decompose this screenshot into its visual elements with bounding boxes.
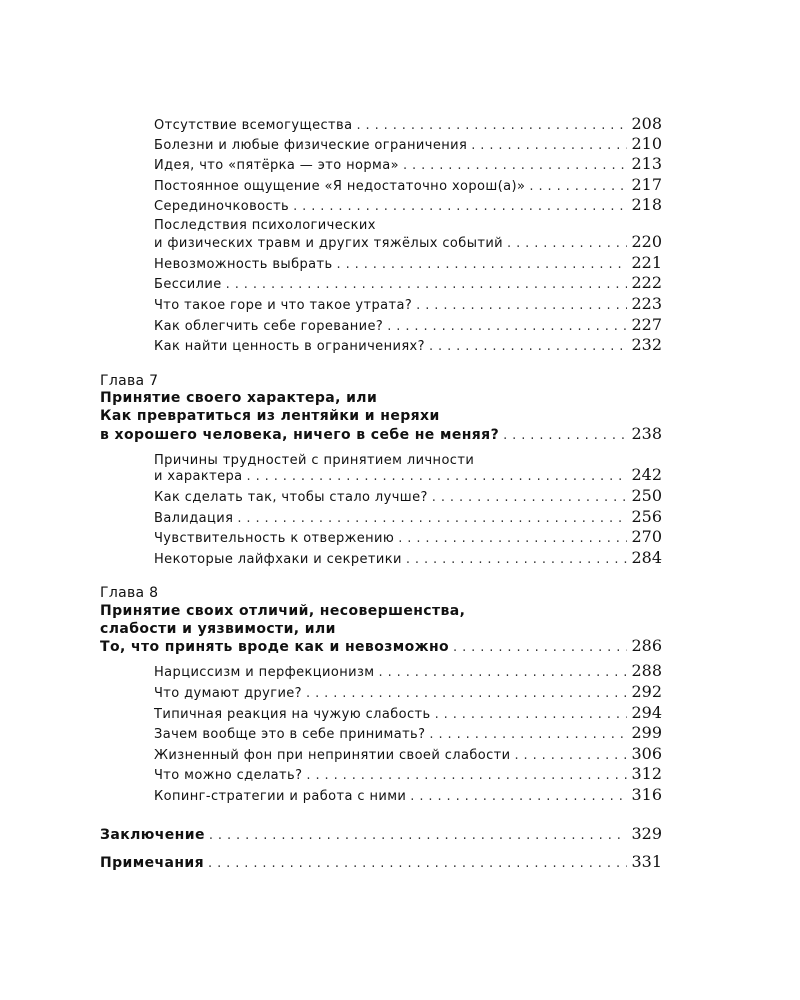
notes-entry[interactable] bbox=[100, 852, 662, 874]
toc-entry-label: Что думают другие? bbox=[154, 686, 302, 701]
toc-page-number: 294 bbox=[631, 703, 662, 722]
toc-page-number: 329 bbox=[631, 824, 662, 843]
toc-entry[interactable] bbox=[154, 723, 662, 745]
toc-page-number: 222 bbox=[631, 273, 662, 292]
dot-leader bbox=[306, 684, 627, 704]
chapter-title-line: слабости и уязвимости, или bbox=[100, 621, 336, 637]
toc-page-number: 316 bbox=[631, 785, 662, 804]
toc-entry-label: Чувствительность к отвержению bbox=[154, 531, 395, 546]
toc-entry[interactable] bbox=[154, 195, 662, 217]
dot-leader bbox=[529, 177, 627, 197]
chapter-title-line: Принятие своих отличий, несовершенства, bbox=[100, 603, 466, 619]
toc-entry-label: Нарциссизм и перфекционизм bbox=[154, 665, 375, 680]
dot-leader bbox=[387, 317, 627, 337]
toc-entry[interactable] bbox=[154, 507, 662, 529]
chapter-title-line: Как превратиться из лентяйки и неряхи bbox=[100, 408, 440, 424]
toc-entry[interactable] bbox=[154, 232, 662, 254]
toc-entry-label: Что такое горе и что такое утрата? bbox=[154, 298, 413, 313]
dot-leader bbox=[237, 509, 627, 529]
chapter-entry[interactable] bbox=[100, 636, 662, 658]
chapter-entry[interactable] bbox=[100, 424, 662, 446]
toc-entry-label: Некоторые лайфхаки и секретики bbox=[154, 552, 402, 567]
toc-page-number: 270 bbox=[631, 527, 662, 546]
dot-leader bbox=[398, 529, 627, 549]
toc-entry[interactable] bbox=[154, 661, 662, 683]
dot-leader bbox=[403, 156, 628, 176]
toc-page-number: 210 bbox=[631, 134, 662, 153]
toc-entry-label: Идея, что «пятёрка — это норма» bbox=[154, 158, 399, 173]
toc-entry[interactable] bbox=[154, 294, 662, 316]
toc-entry-label: Копинг-стратегии и работа с ними bbox=[154, 789, 407, 804]
dot-leader bbox=[208, 854, 627, 874]
toc-entry-label: Жизненный фон при непринятии своей слабости bbox=[154, 748, 511, 763]
toc-entry-label: Постоянное ощущение «Я недостаточно хорош(а)» bbox=[154, 179, 526, 194]
toc-entry[interactable] bbox=[154, 273, 662, 295]
dot-leader bbox=[337, 255, 628, 275]
toc-page-number: 208 bbox=[631, 114, 662, 133]
toc-page-number: 217 bbox=[631, 175, 662, 194]
toc-entry-label: Что можно сделать? bbox=[154, 768, 303, 783]
toc-entry[interactable] bbox=[154, 335, 662, 357]
conclusion-entry[interactable] bbox=[100, 824, 662, 846]
dot-leader bbox=[226, 275, 628, 295]
toc-entry[interactable] bbox=[154, 134, 662, 156]
toc-page-number: 227 bbox=[631, 315, 662, 334]
toc-entry-label-line1: Последствия психологических bbox=[154, 218, 376, 233]
toc-entry-label: Как найти ценность в ограничениях? bbox=[154, 339, 425, 354]
toc-entry-label: Невозможность выбрать bbox=[154, 257, 333, 272]
toc-entry[interactable] bbox=[154, 527, 662, 549]
chapter-title-line: Принятие своего характера, или bbox=[100, 390, 378, 406]
toc-entry-label: и характера bbox=[154, 469, 243, 484]
toc-page-number: 232 bbox=[631, 335, 662, 354]
toc-entry[interactable] bbox=[154, 154, 662, 176]
dot-leader bbox=[514, 746, 627, 766]
toc-entry-label-line1: Причины трудностей с принятием личности bbox=[154, 453, 475, 468]
toc-entry[interactable] bbox=[154, 785, 662, 807]
toc-page-number: 218 bbox=[631, 195, 662, 214]
dot-leader bbox=[503, 426, 627, 446]
toc-entry[interactable] bbox=[154, 764, 662, 786]
toc-page-number: 221 bbox=[631, 253, 662, 272]
toc-entry[interactable] bbox=[154, 114, 662, 136]
toc-entry[interactable] bbox=[154, 682, 662, 704]
toc-page-number: 306 bbox=[631, 744, 662, 763]
dot-leader bbox=[453, 638, 627, 658]
toc-entry-label: Как сделать так, чтобы стало лучше? bbox=[154, 490, 428, 505]
dot-leader bbox=[507, 234, 627, 254]
dot-leader bbox=[306, 766, 627, 786]
toc-entry[interactable] bbox=[154, 175, 662, 197]
dot-leader bbox=[435, 705, 628, 725]
dot-leader bbox=[247, 467, 628, 487]
toc-page-number: 238 bbox=[631, 424, 662, 443]
toc-entry-label: Серединочковость bbox=[154, 199, 290, 214]
chapter-title-line: в хорошего человека, ничего в себе не меняя? bbox=[100, 427, 500, 443]
toc-page-number: 299 bbox=[631, 723, 662, 742]
toc-page-number: 331 bbox=[631, 852, 662, 871]
toc-entry-label: Бессилие bbox=[154, 277, 222, 292]
toc-entry-label: Зачем вообще это в себе принимать? bbox=[154, 727, 426, 742]
toc-entry-label: Отсутствие всемогущества bbox=[154, 118, 353, 133]
toc-entry[interactable] bbox=[154, 253, 662, 275]
toc-page-number: 242 bbox=[631, 465, 662, 484]
chapter-title-line: То, что принять вроде как и невозможно bbox=[100, 639, 450, 655]
toc-entry-label: Заключение bbox=[100, 827, 205, 843]
toc-page-number: 286 bbox=[631, 636, 662, 655]
toc-page-number: 256 bbox=[631, 507, 662, 526]
toc-entry-label: и физических травм и других тяжёлых событий bbox=[154, 236, 504, 251]
dot-leader bbox=[429, 725, 627, 745]
dot-leader bbox=[410, 787, 627, 807]
chapter-label: Глава 7 bbox=[100, 373, 159, 389]
toc-page-number: 250 bbox=[631, 486, 662, 505]
toc-entry[interactable] bbox=[154, 315, 662, 337]
dot-leader bbox=[416, 296, 627, 316]
dot-leader bbox=[293, 197, 627, 217]
toc-page-number: 284 bbox=[631, 548, 662, 567]
toc-page-number: 223 bbox=[631, 294, 662, 313]
toc-page-number: 288 bbox=[631, 661, 662, 680]
toc-page-number: 213 bbox=[631, 154, 662, 173]
toc-entry-label: Примечания bbox=[100, 855, 205, 871]
toc-entry[interactable] bbox=[154, 465, 662, 487]
toc-entry[interactable] bbox=[154, 486, 662, 508]
dot-leader bbox=[429, 337, 628, 357]
toc-entry-label: Типичная реакция на чужую слабость bbox=[154, 707, 431, 722]
toc-entry-label: Болезни и любые физические ограничения bbox=[154, 138, 468, 153]
toc-entry[interactable] bbox=[154, 744, 662, 766]
dot-leader bbox=[406, 550, 628, 570]
toc-entry[interactable] bbox=[154, 548, 662, 570]
toc-entry[interactable] bbox=[154, 703, 662, 725]
dot-leader bbox=[356, 116, 627, 136]
toc-page-number: 220 bbox=[631, 232, 662, 251]
toc-page-number: 312 bbox=[631, 764, 662, 783]
dot-leader bbox=[379, 663, 628, 683]
toc-page-number: 292 bbox=[631, 682, 662, 701]
chapter-label: Глава 8 bbox=[100, 585, 159, 601]
toc-entry-label: Валидация bbox=[154, 511, 234, 526]
dot-leader bbox=[471, 136, 627, 156]
dot-leader bbox=[432, 488, 628, 508]
dot-leader bbox=[209, 826, 628, 846]
toc-entry-label: Как облегчить себе горевание? bbox=[154, 319, 384, 334]
